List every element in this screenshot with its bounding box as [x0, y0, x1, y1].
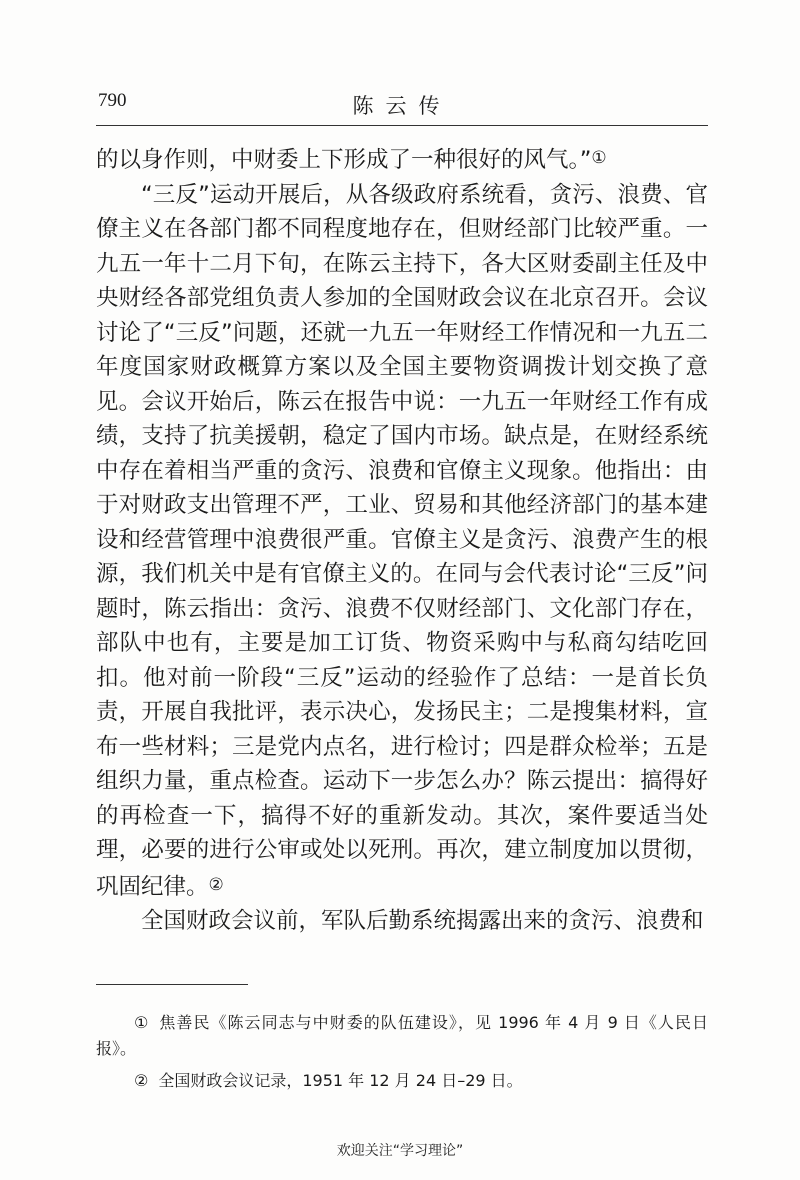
paragraph-text: 的以身作则，中财委上下形成了一种很好的风气。”	[96, 147, 592, 173]
footnote-2	[96, 1068, 708, 1094]
paragraph-text: “三反”运动开展后，从各级政府系统看，贪污、浪费、官僚主义在各部门都不同程度地存在，但财经部门比较严重。一九五一年十二月下旬，在陈云主持下，各大区财委副主任及中央财经各部党组负责人参加的全国财政会议在北京召开。会议讨论了“三反”问题，还就一九五一年财经工作情况和一九五二年度国家财政概算方案以及全国主要物资调拨计划交换了意见。会议开始后，陈云在报告中说：一九五一年财经工作有成绩，支持了抗美援朝，稳定了国内市场。缺点是，在财经系统中存在着相当严重的贪污、浪费和官僚主义现象。他指出：由于对财政支出管理不严，工业、贸易和其他经济部门的基本建设和经营管理中浪费很严重。官僚主义是贪污、浪费产生的根源，我们机关中是有官僚主义的。在同与会代表讨论“三反”问题时，陈云指出：贪污、浪费不仅财经部门、文化部门存在，部队中也有，主要是加工订货、物资采购中与私商勾结吃回扣。他对前一阶段“三反”运动的经验作了总结：一是首长负责，开展自我批评，表示决心，发扬民主；二是搜集材料，宣布一些材料；三是党内点名，进行检讨；四是群众检举；五是组织力量，重点检查。运动下一步怎么办？陈云提出：搞得好的再检查一下，搞得不好的重新发动。其次，案件要适当处理，必要的进行公审或处以死刑。再次，建立制度加以贯彻，巩固纪律。	[96, 181, 708, 900]
page-header	[96, 86, 708, 122]
body-text	[96, 141, 708, 939]
paragraph-3	[96, 904, 708, 939]
paragraph-1	[96, 141, 708, 178]
paragraph-2	[96, 178, 708, 905]
footnotes	[96, 1010, 708, 1100]
footnote-text: 全国财政会议记录，1951 年 12 月 24 日–29 日。	[158, 1071, 523, 1090]
footnote-1	[96, 1010, 708, 1062]
watermark-caption: 欢迎关注“学习理论”	[336, 1143, 464, 1159]
paragraph-text: 全国财政会议前，军队后勤系统揭露出来的贪污、浪费和	[141, 908, 704, 934]
header-rule	[96, 125, 708, 126]
footnote-number: ①	[134, 1013, 150, 1032]
footnote-mark: ①	[591, 148, 607, 168]
footnote-text: 焦善民《陈云同志与中财委的队伍建设》，见 1996 年 4 月 9 日《人民日报》。	[96, 1013, 709, 1058]
running-title: 陈云传	[352, 94, 452, 118]
page-number: 790	[98, 90, 127, 111]
footnote-number: ②	[134, 1071, 149, 1090]
footnote-rule	[96, 984, 248, 985]
footnote-mark: ②	[208, 874, 224, 895]
